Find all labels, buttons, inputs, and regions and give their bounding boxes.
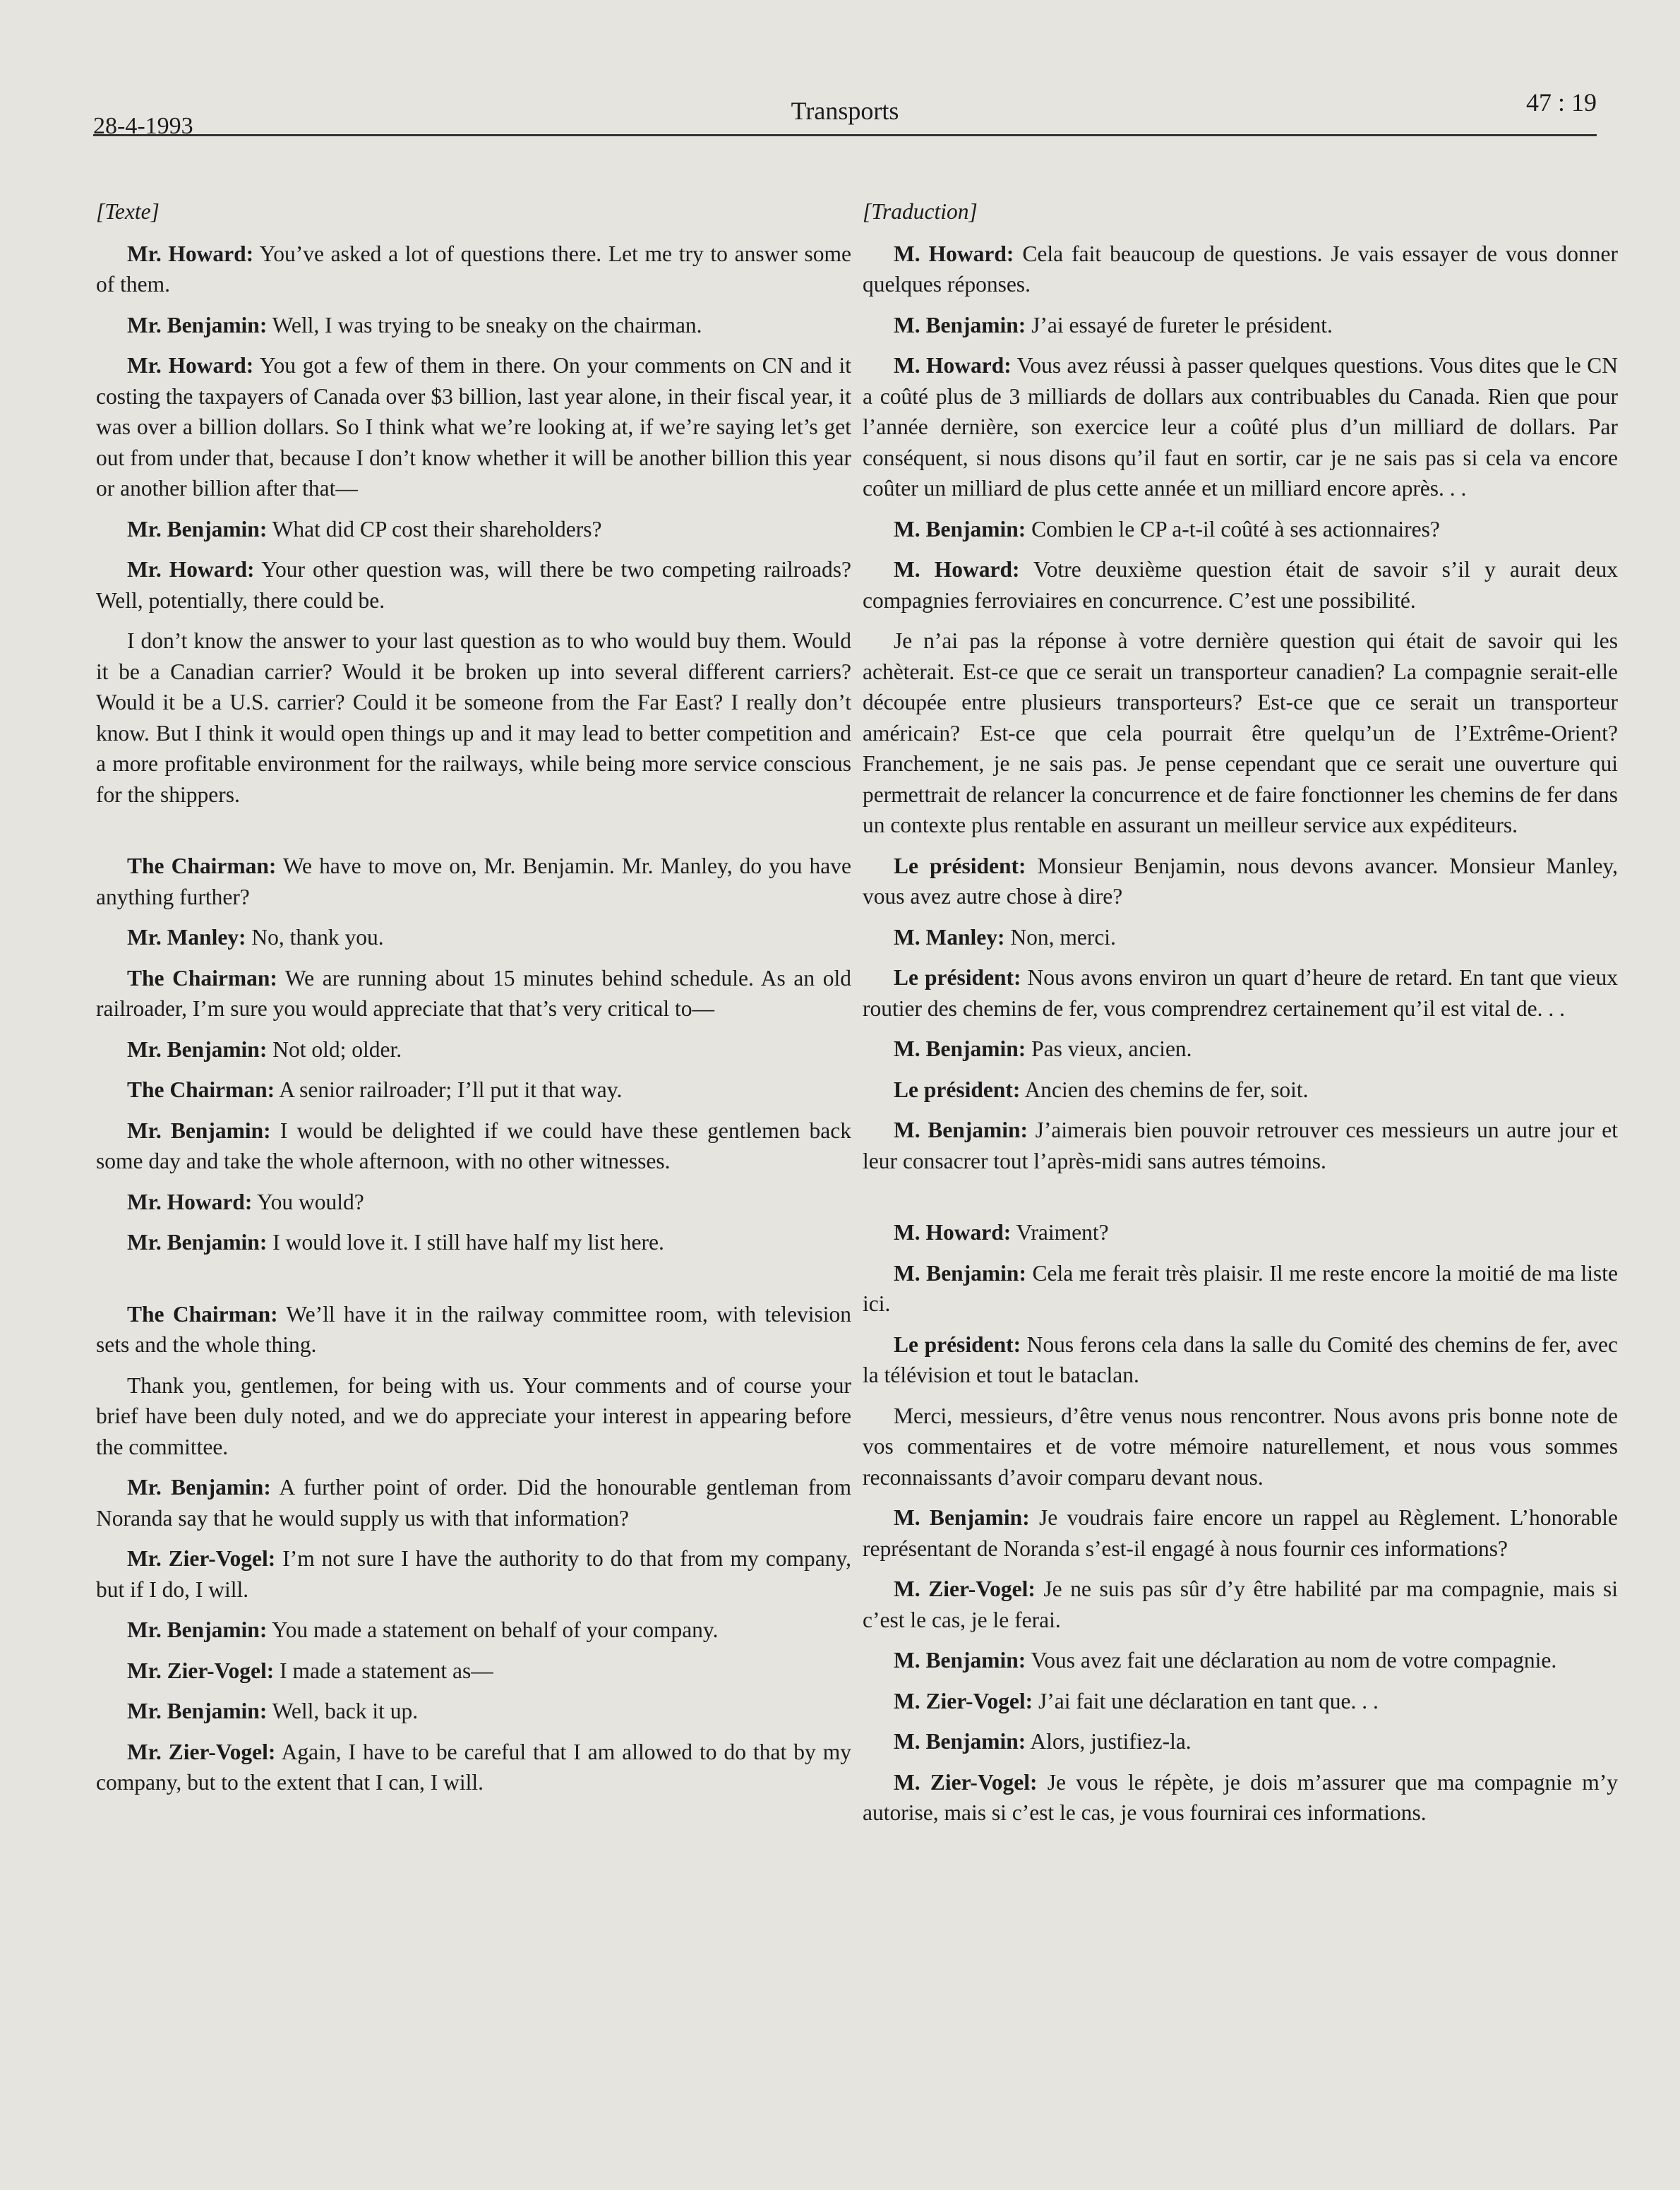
speech-text: We are running about 15 minutes behind schedule. As an old railroader, I’m sure you would appreciate that that’s very critical to— xyxy=(96,965,851,1021)
transcript-paragraph xyxy=(96,239,851,300)
speaker-name: Mr. Zier-Vogel: xyxy=(127,1658,275,1683)
speaker-name: M. Benjamin: xyxy=(894,1648,1026,1673)
speech-text: Cela me ferait très plaisir. Il me reste encore la moitié de ma liste ici. xyxy=(863,1260,1618,1316)
transcript-paragraph xyxy=(96,922,851,953)
speech-text: A senior railroader; I’ll put it that way. xyxy=(275,1077,623,1102)
speech-text: I would be delighted if we could have these gentlemen back some day and take the whole afternoon, with no other witnesses. xyxy=(96,1118,851,1173)
transcript-paragraph xyxy=(863,1034,1618,1065)
transcript-paragraph xyxy=(863,1115,1618,1176)
transcript-paragraph xyxy=(96,1187,851,1218)
speaker-name: M. Benjamin: xyxy=(894,1505,1030,1530)
transcript-paragraph xyxy=(96,1543,851,1605)
speaker-name: M. Benjamin: xyxy=(894,516,1026,541)
speaker-name: Mr. Benjamin: xyxy=(127,1617,268,1642)
transcript-paragraph xyxy=(96,514,851,545)
speaker-name: Mr. Benjamin: xyxy=(127,312,268,337)
transcript-paragraph xyxy=(863,922,1618,953)
speech-text: Well, I was trying to be sneaky on the chairman. xyxy=(267,312,702,337)
transcript-paragraph xyxy=(96,1034,851,1065)
speech-text: I made a statement as— xyxy=(274,1658,493,1683)
speech-text: I don’t know the answer to your last question as to who would buy them. Would it be a Canadian carrier? Would it be broken up into several different carriers? Would it be a U.S. carrier? Could it be someone from the Far East? I really don’t know. But I think it would open things up and it may lead to better competition and a more profitable environment for the railways, while being more service conscious for the shippers. xyxy=(96,628,851,807)
transcript-paragraph xyxy=(96,1299,851,1360)
transcript-paragraph xyxy=(96,1696,851,1727)
transcript-paragraph xyxy=(96,1737,851,1798)
english-column xyxy=(96,196,851,1808)
transcript-paragraph xyxy=(96,1115,851,1177)
transcript-paragraph xyxy=(863,1645,1618,1676)
transcript-paragraph xyxy=(863,350,1618,504)
speaker-name: The Chairman: xyxy=(127,1301,278,1327)
transcript-paragraph xyxy=(96,1656,851,1687)
speaker-name: Mr. Benjamin: xyxy=(127,516,268,541)
speech-text: We have to move on, Mr. Benjamin. Mr. Manley, do you have anything further? xyxy=(96,854,851,909)
speech-text: A further point of order. Did the honourable gentleman from Noranda say that he would supply us with that information? xyxy=(96,1475,851,1531)
speaker-name: Le président: xyxy=(894,853,1026,878)
speaker-name: M. Benjamin: xyxy=(894,1729,1026,1754)
transcript-paragraph xyxy=(96,851,851,912)
header-date: 28-4-1993 xyxy=(93,113,193,139)
speaker-name: Le président: xyxy=(894,965,1021,990)
speech-text: What did CP cost their shareholders? xyxy=(267,516,602,541)
speech-text: Alors, justifiez-la. xyxy=(1026,1729,1192,1754)
speaker-name: M. Howard: xyxy=(894,1220,1012,1245)
speaker-name: Mr. Benjamin: xyxy=(127,1036,268,1062)
speech-text: Not old; older. xyxy=(267,1036,402,1062)
speech-text: Je n’ai pas la réponse à votre dernière question qui était de savoir qui les achèterait. Est-ce que ce serait un transporteur canadien? La compagnie serait-elle découpée entre plusieurs transporteurs? Est-ce que ce serait un transporteur américain? Est-ce que cela pourrait être quelqu’un de l’Extrême-Orient? Franchement, je ne sais pas. Je pense cependant que ce serait une ouverture qui permettrait de relancer la concurrence et de faire fonctionner les chemins de fer dans un contexte plus rentable en assurant un meilleur service aux expéditeurs. xyxy=(863,628,1618,837)
speaker-name: The Chairman: xyxy=(127,965,277,991)
speaker-name: M. Howard: xyxy=(894,241,1014,266)
transcript-paragraph xyxy=(863,239,1618,300)
transcript-paragraph xyxy=(863,1075,1618,1106)
transcript-paragraph xyxy=(96,350,851,504)
speech-text: Vraiment? xyxy=(1011,1220,1109,1245)
speech-text: Pas vieux, ancien. xyxy=(1026,1036,1192,1061)
transcript-paragraph xyxy=(96,626,851,810)
transcript-paragraph xyxy=(863,1574,1618,1635)
transcript-paragraph xyxy=(863,1502,1618,1564)
speaker-name: M. Howard: xyxy=(894,557,1020,582)
transcript-paragraph xyxy=(96,554,851,616)
speaker-name: M. Zier-Vogel: xyxy=(894,1769,1038,1795)
transcript-paragraph xyxy=(863,514,1618,545)
speech-text: Non, merci. xyxy=(1004,924,1116,950)
speech-text: Ancien des chemins de fer, soit. xyxy=(1020,1077,1309,1102)
speaker-name: Mr. Benjamin: xyxy=(127,1475,271,1500)
transcript-paragraph xyxy=(863,1686,1618,1717)
speech-text: Your other question was, will there be two competing railroads? Well, potentially, there could be. xyxy=(96,557,852,613)
speech-text: You got a few of them in there. On your comments on CN and it costing the taxpayers of Canada over $3 billion, last year alone, in their fiscal year, it was over a billion dollars. So I think what we’re looking at, if we’re saying let’s get out from under that, because I don’t know whether it will be another billion this year or another billion after that— xyxy=(96,353,852,501)
header-rule xyxy=(93,134,1597,136)
speech-text: Thank you, gentlemen, for being with us. Your comments and of course your brief have been duly noted, and we do appreciate your interest in appearing before the committee. xyxy=(96,1372,851,1459)
speaker-name: Mr. Benjamin: xyxy=(127,1699,268,1723)
speaker-name: M. Benjamin: xyxy=(894,1036,1026,1061)
speech-text: Well, back it up. xyxy=(267,1699,419,1723)
page-header xyxy=(93,83,1597,141)
speech-text: You made a statement on behalf of your company. xyxy=(267,1617,719,1642)
speech-text: Merci, messieurs, d’être venus nous rencontrer. Nous avons pris bonne note de vos commentaires et de votre mémoire naturellement, et nous vous sommes reconnaissants d’avoir comparu devant nous. xyxy=(863,1403,1618,1490)
transcript-paragraph xyxy=(863,962,1618,1024)
speaker-name: Le président: xyxy=(894,1332,1021,1357)
transcript-paragraph xyxy=(863,1329,1618,1391)
speaker-name: M. Howard: xyxy=(894,353,1012,378)
speaker-name: M. Benjamin: xyxy=(894,1260,1026,1286)
speaker-name: Mr. Benjamin: xyxy=(127,1118,271,1143)
speech-text: I would love it. I still have half my list here. xyxy=(267,1230,664,1255)
speech-text: J’ai essayé de fureter le président. xyxy=(1026,312,1333,337)
speaker-name: Mr. Manley: xyxy=(127,925,246,950)
transcript-paragraph xyxy=(863,1258,1618,1320)
transcript-paragraph xyxy=(863,1726,1618,1757)
speaker-name: M. Zier-Vogel: xyxy=(894,1576,1036,1601)
speaker-name: Mr. Zier-Vogel: xyxy=(127,1546,276,1571)
speech-text: Vous avez réussi à passer quelques questions. Vous dites que le CN a coûté plus de 3 milliards de dollars aux contribuables du Canada. Rien que pour l’année dernière, son exercice leur a coûté plus d’un milliard de dollars. Par conséquent, si nous disons qu’il faut en sortir, car je ne sais pas si cela va encore coûter un milliard de plus cette année et un milliard encore après. . . xyxy=(863,353,1618,501)
transcript-paragraph xyxy=(863,626,1618,841)
speaker-name: The Chairman: xyxy=(127,854,277,878)
speech-text: J’ai fait une déclaration en tant que. . . xyxy=(1033,1688,1379,1713)
speaker-name: M. Zier-Vogel: xyxy=(894,1688,1033,1713)
speaker-name: M. Benjamin: xyxy=(894,1118,1028,1142)
speech-text: Je ne suis pas sûr d’y être habilité par ma compagnie, mais si c’est le cas, je le ferai. xyxy=(863,1576,1618,1632)
speech-text: You’ve asked a lot of questions there. Let me try to answer some of them. xyxy=(96,241,852,297)
transcript-paragraph xyxy=(863,1767,1618,1829)
header-page-number: 47 : 19 xyxy=(1525,88,1597,116)
speaker-name: Mr. Howard: xyxy=(127,1189,253,1214)
speaker-name: M. Manley: xyxy=(894,924,1005,950)
header-title: Transports xyxy=(791,97,899,125)
speaker-name: Mr. Zier-Vogel: xyxy=(127,1739,276,1764)
language-marker: [Traduction] xyxy=(863,199,978,224)
transcript-paragraph xyxy=(863,310,1618,341)
transcript-paragraph xyxy=(863,554,1618,616)
speech-text: Nous ferons cela dans la salle du Comité des chemins de fer, avec la télévision et tout le bataclan. xyxy=(863,1332,1618,1387)
speaker-name: Mr. Benjamin: xyxy=(127,1230,268,1255)
transcript-paragraph xyxy=(96,963,851,1024)
speech-text: We’ll have it in the railway committee room, with television sets and the whole thing. xyxy=(96,1301,851,1357)
speaker-name: Le président: xyxy=(894,1077,1021,1102)
transcript-paragraph xyxy=(96,1370,851,1463)
speech-text: No, thank you. xyxy=(246,925,384,950)
language-marker: [Texte] xyxy=(96,199,160,224)
speech-text: I’m not sure I have the authority to do that from my company, but if I do, I will. xyxy=(96,1546,852,1602)
speech-text: Je voudrais faire encore un rappel au Règlement. L’honorable représentant de Noranda s’est-il engagé à nous fournir ces informations? xyxy=(863,1505,1618,1561)
speaker-name: M. Benjamin: xyxy=(894,312,1026,337)
speech-text: Nous avons environ un quart d’heure de retard. En tant que vieux routier des chemins de fer, vous comprendrez certainement qu’il est vital de. . . xyxy=(863,965,1619,1021)
french-column xyxy=(863,196,1618,1838)
transcript-paragraph xyxy=(863,1401,1618,1493)
transcript-paragraph xyxy=(863,851,1618,912)
speech-text: Monsieur Benjamin, nous devons avancer. Monsieur Manley, vous avez autre chose à dire? xyxy=(863,853,1619,909)
speech-text: Vous avez fait une déclaration au nom de votre compagnie. xyxy=(1026,1648,1557,1673)
transcript-paragraph xyxy=(96,1472,851,1533)
speech-text: You would? xyxy=(252,1189,364,1214)
speaker-name: Mr. Howard: xyxy=(127,241,254,266)
speech-text: Again, I have to be careful that I am allowed to do that by my company, but to the extent that I can, I will. xyxy=(96,1739,851,1795)
speech-text: Je vous le répète, je dois m’assurer que ma compagnie m’y autorise, mais si c’est le cas, je vous fournirai ces informations. xyxy=(863,1769,1619,1825)
transcript-paragraph xyxy=(96,1615,851,1646)
speech-text: J’aimerais bien pouvoir retrouver ces messieurs un autre jour et leur consacrer tout l’après-midi sans autres témoins. xyxy=(863,1118,1619,1173)
transcript-paragraph xyxy=(96,1227,851,1258)
transcript-paragraph xyxy=(863,1217,1618,1248)
speech-text: Cela fait beaucoup de questions. Je vais essayer de vous donner quelques réponses. xyxy=(863,241,1618,297)
speaker-name: Mr. Howard: xyxy=(127,557,255,582)
speech-text: Combien le CP a-t-il coûté à ses actionnaires? xyxy=(1026,516,1440,541)
transcript-paragraph xyxy=(96,310,851,341)
speech-text: Votre deuxième question était de savoir s’il y aurait deux compagnies ferroviaires en concurrence. C’est une possibilité. xyxy=(863,557,1618,613)
speaker-name: The Chairman: xyxy=(127,1077,275,1102)
speaker-name: Mr. Howard: xyxy=(127,353,254,378)
transcript-paragraph xyxy=(96,1075,851,1106)
